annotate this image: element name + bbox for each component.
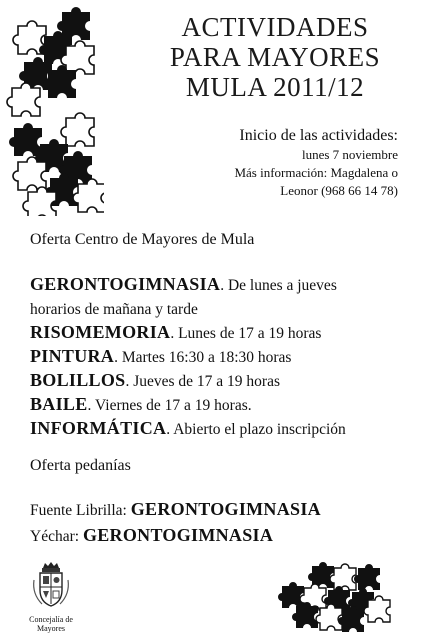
info-block — [234, 126, 398, 200]
section-heading-pedanias: Oferta pedanías — [30, 457, 131, 474]
activity-name: BAILE — [30, 394, 88, 414]
section-heading-centro: Oferta Centro de Mayores de Mula — [30, 231, 255, 248]
pedania-place: Fuente Librilla: — [30, 502, 131, 519]
title-line-2: PARA MAYORES — [169, 42, 381, 72]
activity-item — [30, 369, 346, 393]
crest-label-line-2: Mayores — [37, 624, 65, 633]
activity-detail: . Abierto el plazo inscripción — [166, 421, 346, 438]
activity-detail: horarios de mañana y tarde — [30, 301, 198, 318]
activity-detail: . De lunes a jueves — [220, 277, 337, 294]
town-crest-icon — [26, 560, 76, 610]
title-line-3: MULA 2011/12 — [185, 72, 365, 102]
activity-detail: . Viernes de 17 a 19 horas. — [87, 397, 252, 414]
activity-item — [30, 321, 346, 345]
info-contact-line-2: Leonor (968 66 14 78) — [280, 183, 398, 198]
activity-name: RISOMEMORIA — [30, 322, 171, 342]
pedania-item — [30, 523, 321, 549]
pedania-item — [30, 497, 321, 523]
activity-detail: . Jueves de 17 a 19 horas — [125, 373, 280, 390]
page-title — [140, 12, 410, 102]
activity-detail: . Lunes de 17 a 19 horas — [170, 325, 322, 342]
pedania-activity: GERONTOGIMNASIA — [130, 499, 321, 519]
activity-name: BOLILLOS — [30, 370, 126, 390]
info-contact-line-1: Más información: Magdalena o — [234, 165, 398, 180]
pedania-place: Yéchar: — [30, 528, 83, 545]
activity-item — [30, 417, 346, 441]
town-crest — [26, 560, 76, 633]
pedanias-list — [30, 497, 321, 549]
activity-name: GERONTOGIMNASIA — [30, 274, 221, 294]
puzzle-pieces-icon — [276, 560, 396, 632]
activity-name: PINTURA — [30, 346, 115, 366]
activity-item — [30, 345, 346, 369]
activity-detail: . Martes 16:30 a 18:30 horas — [114, 349, 292, 366]
activity-item — [30, 393, 346, 417]
activity-item — [30, 273, 346, 297]
puzzle-pieces-icon — [4, 6, 104, 216]
activity-name: INFORMÁTICA — [30, 418, 167, 438]
pedania-activity: GERONTOGIMNASIA — [82, 525, 274, 545]
activity-list — [30, 273, 346, 441]
crest-label-line-1: Concejalía de — [29, 615, 73, 624]
activity-item — [30, 297, 346, 321]
title-line-1: ACTIVIDADES — [181, 12, 369, 42]
info-date: lunes 7 noviembre — [301, 147, 398, 162]
info-heading: Inicio de las actividades: — [239, 127, 398, 144]
